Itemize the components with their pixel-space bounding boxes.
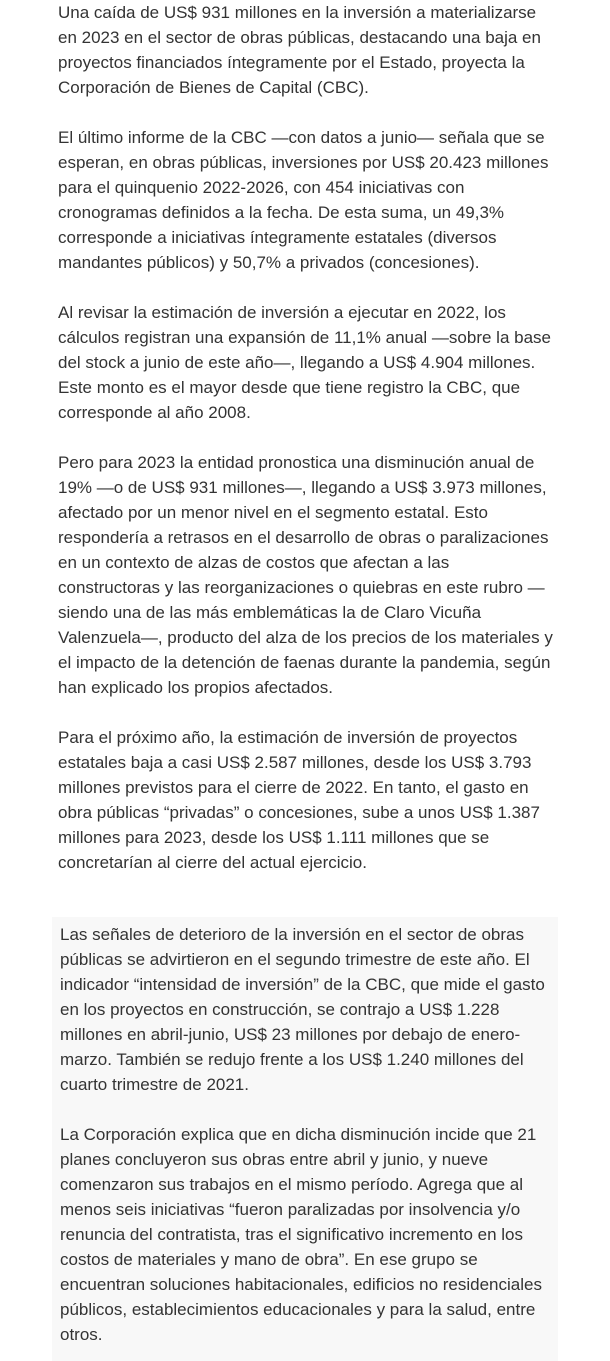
paragraph-corporation-explains: La Corporación explica que en dicha disminución incide que 21 planes concluyeron sus obras entre abril y junio, y nueve comenzaron sus trabajos en el mismo período. Agrega que al menos seis iniciativas “fueron paralizadas por insolvencia y/o renuncia del contratista, tras el significativo incremento en los costos de materiales y mano de obra”. En ese grupo se encuentran soluciones habitacionales, edificios no residenciales públicos, establecimientos educacionales y para la salud, entre otros. (60, 1125, 542, 1344)
paragraph-2022-estimate: Al revisar la estimación de inversión a ejecutar en 2022, los cálculos registran una expansión de 11,1% anual —sobre la base del stock a junio de este año—, llegando a US$ 4.904 millones. Este monto es el mayor desde que tiene registro la CBC, que corresponde al año 2008. (58, 303, 551, 422)
highlighted-section (52, 917, 558, 1361)
paragraph-next-year: Para el próximo año, la estimación de inversión de proyectos estatales baja a casi US$ 2.587 millones, desde los US$ 3.793 millones previstos para el cierre de 2022. En tanto, el gasto en obra públicas “privadas” o concesiones, sube a unos US$ 1.387 millones para 2023, desde los US$ 1.111 millones que se concretarían al cierre del actual ejercicio. (58, 728, 540, 872)
paragraph-2023-forecast: Pero para 2023 la entidad pronostica una disminución anual de 19% —o de US$ 931 millones—, llegando a US$ 3.973 millones, afectado por un menor nivel en el segmento estatal. Esto respondería a retrasos en el desarrollo de obras o paralizaciones en un contexto de alzas de costos que afectan a las constructoras y las reorganizaciones o quiebras en este rubro —siendo una de las más emblemáticas la de Claro Vicuña Valenzuela—, producto del alza de los precios de los materiales y el impacto de la detención de faenas durante la pandemia, según han explicado los propios afectados. (58, 453, 553, 697)
article-body (58, 0, 556, 900)
paragraph-cbc-report: El último informe de la CBC —con datos a junio— señala que se esperan, en obras públicas, inversiones por US$ 20.423 millones para el quinquenio 2022-2026, con 454 iniciativas con cronogramas definidos a la fecha. De esta suma, un 49,3% corresponde a iniciativas íntegramente estatales (diversos mandantes públicos) y 50,7% a privados (concesiones). (58, 128, 549, 272)
paragraph-intro: Una caída de US$ 931 millones en la inversión a materializarse en 2023 en el sector de obras públicas, destacando una baja en proyectos financiados íntegramente por el Estado, proyecta la Corporación de Bienes de Capital (CBC). (58, 3, 541, 97)
paragraph-deterioration-signals: Las señales de deterioro de la inversión en el sector de obras públicas se advirtieron en el segundo trimestre de este año. El indicador “intensidad de inversión” de la CBC, que mide el gasto en los proyectos en construcción, se contrajo a US$ 1.228 millones en abril-junio, US$ 23 millones por debajo de enero-marzo. También se redujo frente a los US$ 1.240 millones del cuarto trimestre de 2021. (60, 925, 545, 1094)
